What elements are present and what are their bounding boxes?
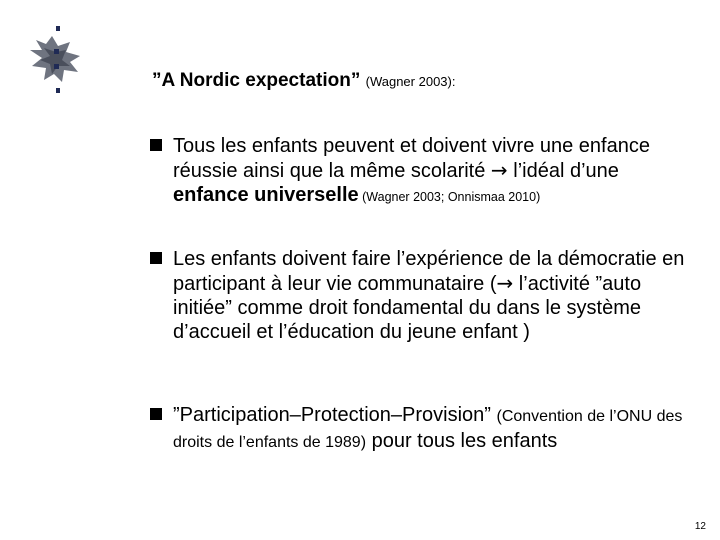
university-logo-icon xyxy=(22,22,90,98)
title-main: ”A Nordic expectation” xyxy=(152,70,361,91)
bullet-text-part: pour tous les enfants xyxy=(366,430,558,452)
title-citation: (Wagner 2003): xyxy=(365,74,456,89)
arrow-right-icon: → xyxy=(496,271,514,295)
bullet-citation: (Wagner 2003; Onnismaa 2010) xyxy=(358,190,541,204)
arrow-right-icon: → xyxy=(490,158,508,182)
bullet-text xyxy=(150,247,695,344)
bullet-text xyxy=(150,134,695,209)
bullet-bold-term: enfance universelle xyxy=(173,184,359,206)
bullet-square-icon xyxy=(150,139,162,151)
bullet-text-part: ”Participation–Protection–Provision” xyxy=(173,404,497,426)
bullet-square-icon xyxy=(150,408,162,420)
bullet-text-part: Les enfants doivent faire l’expérience de la démocratie en participant à leur vie communataire ( xyxy=(173,248,685,295)
slide-title xyxy=(152,70,692,92)
bullet-item-3 xyxy=(150,403,695,455)
page-number: 12 xyxy=(694,521,706,532)
bullet-square-icon xyxy=(150,252,162,264)
bullet-text xyxy=(150,403,695,455)
bullet-text-part: Tous les enfants peuvent et doivent vivre une enfance réussie ainsi que la même scolarité xyxy=(173,135,650,182)
bullet-text-part: l’idéal d’une xyxy=(507,160,619,182)
bullet-citation: (Convention de l’ONU des droits de l’enfants de 1989) xyxy=(173,408,683,451)
bullet-item-2 xyxy=(150,247,695,344)
bullet-text-part: l’activité ”auto initiée” comme droit fondamental du dans le système d’accueil et l’éducation du jeune enfant ) xyxy=(173,273,642,343)
bullet-item-1 xyxy=(150,134,695,209)
